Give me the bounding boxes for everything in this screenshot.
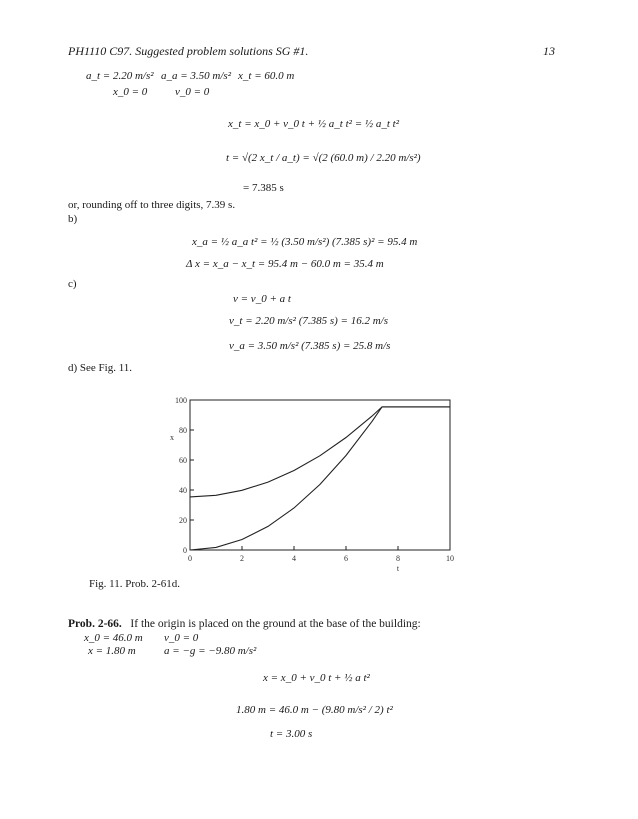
running-header: PH1110 C97. Suggested problem solutions SG #1. <box>68 44 309 58</box>
prob66-eq2: 1.80 m = 46.0 m − (9.80 m/s² / 2) t² <box>236 704 393 716</box>
plot-frame <box>190 400 450 550</box>
prob66-given-x0: x_0 = 46.0 m <box>84 632 143 644</box>
eq-vt: v_t = 2.20 m/s² (7.385 s) = 16.2 m/s <box>229 315 389 327</box>
series-line-1 <box>190 407 450 550</box>
prob66-heading: Prob. 2-66. <box>68 618 122 630</box>
prob66-intro-line <box>68 618 421 630</box>
y-tick-label-0: 0 <box>183 546 187 555</box>
given-aa: a_a = 3.50 m/s² <box>161 70 232 82</box>
given-at: a_t = 2.20 m/s² <box>86 70 154 82</box>
eq-t-result: = 7.385 s <box>243 182 284 194</box>
y-tick-label-1: 20 <box>179 516 187 525</box>
y-tick-label-3: 60 <box>179 456 187 465</box>
given-xt: x_t = 60.0 m <box>238 70 295 82</box>
eq-delta-x: Δ x = x_a − x_t = 95.4 m − 60.0 m = 35.4 m <box>186 258 384 270</box>
prob66-given-x: x = 1.80 m <box>88 645 136 657</box>
eq-v: v = v_0 + a t <box>233 293 291 305</box>
series-line-0 <box>190 407 450 497</box>
eq-va: v_a = 3.50 m/s² (7.385 s) = 25.8 m/s <box>229 340 391 352</box>
x-tick-label-3: 6 <box>344 554 348 563</box>
part-c-label: c) <box>68 278 77 290</box>
y-tick-label-2: 40 <box>179 486 187 495</box>
prob66-given-v0: v_0 = 0 <box>164 632 199 644</box>
x-axis-label: t <box>396 564 400 573</box>
given-x0: x_0 = 0 <box>113 86 148 98</box>
prob66-eq1: x = x_0 + v_0 t + ½ a t² <box>263 672 370 684</box>
prob66-intro: If the origin is placed on the ground at the base of the building: <box>130 618 421 630</box>
y-tick-label-5: 100 <box>175 396 187 405</box>
x-tick-label-4: 8 <box>396 554 400 563</box>
y-tick-label-4: 80 <box>179 426 187 435</box>
x-tick-label-2: 4 <box>292 554 296 563</box>
part-b-label: b) <box>68 213 78 225</box>
given-v0: v_0 = 0 <box>175 86 210 98</box>
prob66-given-a: a = −g = −9.80 m/s² <box>164 645 257 657</box>
fig11-chart <box>160 390 470 575</box>
x-tick-label-0: 0 <box>188 554 192 563</box>
eq-xa: x_a = ½ a_a t² = ½ (3.50 m/s²) (7.385 s)² = 95.4 m <box>192 236 418 248</box>
rounding-note: or, rounding off to three digits, 7.39 s. <box>68 199 236 211</box>
x-tick-label-1: 2 <box>240 554 244 563</box>
part-d-label: d) See Fig. 11. <box>68 362 133 374</box>
page-number: 13 <box>543 44 555 58</box>
x-tick-label-5: 10 <box>446 554 454 563</box>
fig11-caption: Fig. 11. Prob. 2-61d. <box>89 578 180 590</box>
eq-t: t = √(2 x_t / a_t) = √(2 (60.0 m) / 2.20 m/s²) <box>226 152 421 164</box>
eq-xt: x_t = x_0 + v_0 t + ½ a_t t² = ½ a_t t² <box>228 118 400 130</box>
prob66-eq3: t = 3.00 s <box>270 728 313 740</box>
y-axis-label: x <box>170 433 174 442</box>
